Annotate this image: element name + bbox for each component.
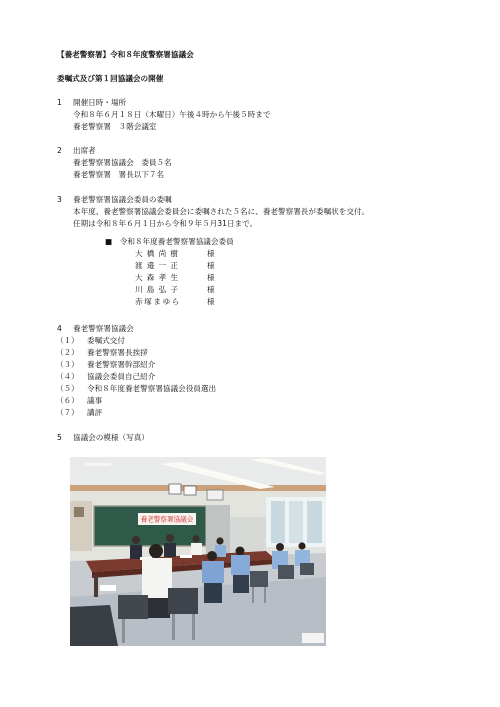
agenda-item-text: 令和８年度養老警察署協議会役員選出 — [87, 384, 217, 393]
agenda-item-number: （５） — [56, 384, 79, 393]
member-honorific: 様 — [207, 261, 215, 270]
member-honorific: 様 — [207, 285, 215, 294]
agenda-item-text: 議事 — [87, 396, 103, 405]
board-sign: 養老警察署協議会 — [140, 515, 194, 524]
section-2-line-2: 養老警察署 署長以下７名 — [73, 170, 165, 179]
section-1-line-2: 養老警察署 ３階会議室 — [73, 122, 157, 131]
members-heading: ■ 令和８年度養老警察署協議会委員 — [105, 237, 234, 246]
agenda-item-text: 養老警察署長挨拶 — [87, 348, 148, 357]
agenda-item-text: 講評 — [87, 408, 103, 417]
agenda-item-number: （７） — [56, 408, 79, 417]
section-4-number: 4 — [57, 324, 62, 333]
section-3-line-2: 任期は令和８年６月１日から令和９年５月31日まで。 — [73, 219, 258, 228]
section-5-number: 5 — [57, 433, 62, 442]
agenda-item-text: 養老警察署幹部紹介 — [87, 360, 156, 369]
agenda-item-number: （２） — [56, 348, 79, 357]
section-3-number: 3 — [57, 195, 62, 204]
section-3-heading: 養老警察署協議会委員の委嘱 — [73, 195, 172, 204]
member-name: 川島弘子 — [135, 285, 183, 294]
section-1-line-1: 令和８年６月１８日（木曜日）午後４時から午後５時まで — [73, 110, 271, 119]
agenda-item-number: （３） — [56, 360, 79, 369]
section-1-number: 1 — [57, 98, 62, 107]
section-3-line-1: 本年度、養老警察署協議会委員会に委嘱された５名に、養老警察署長が委嘱状を交付。 — [73, 207, 370, 216]
member-name: 大森孝生 — [135, 273, 183, 282]
section-4-heading: 養老警察署協議会 — [73, 324, 134, 333]
member-honorific: 様 — [207, 297, 215, 306]
agenda-item-text: 委嘱式交付 — [87, 336, 125, 345]
meeting-photo — [70, 457, 326, 646]
document-subtitle: 委嘱式及び第１回協議会の開催 — [57, 74, 164, 83]
member-honorific: 様 — [207, 273, 215, 282]
section-1-heading: 開催日時・場所 — [73, 98, 127, 107]
section-5-heading: 協議会の模様（写真） — [73, 433, 149, 442]
agenda-item-number: （１） — [56, 336, 79, 345]
section-2-line-1: 養老警察署協議会 委員５名 — [73, 158, 172, 167]
agenda-item-number: （４） — [56, 372, 79, 381]
meeting-room-illustration — [70, 457, 326, 646]
document-title: 【養老警察署】令和８年度警察署協議会 — [57, 50, 194, 59]
member-name: 大橋尚樹 — [135, 249, 183, 258]
agenda-item-number: （６） — [56, 396, 79, 405]
member-honorific: 様 — [207, 249, 215, 258]
agenda-item-text: 協議会委員自己紹介 — [87, 372, 156, 381]
member-name: 渡邉一正 — [135, 261, 183, 270]
member-name: 赤塚まゆら — [135, 297, 181, 306]
section-2-heading: 出席者 — [73, 146, 96, 155]
section-2-number: 2 — [57, 146, 62, 155]
